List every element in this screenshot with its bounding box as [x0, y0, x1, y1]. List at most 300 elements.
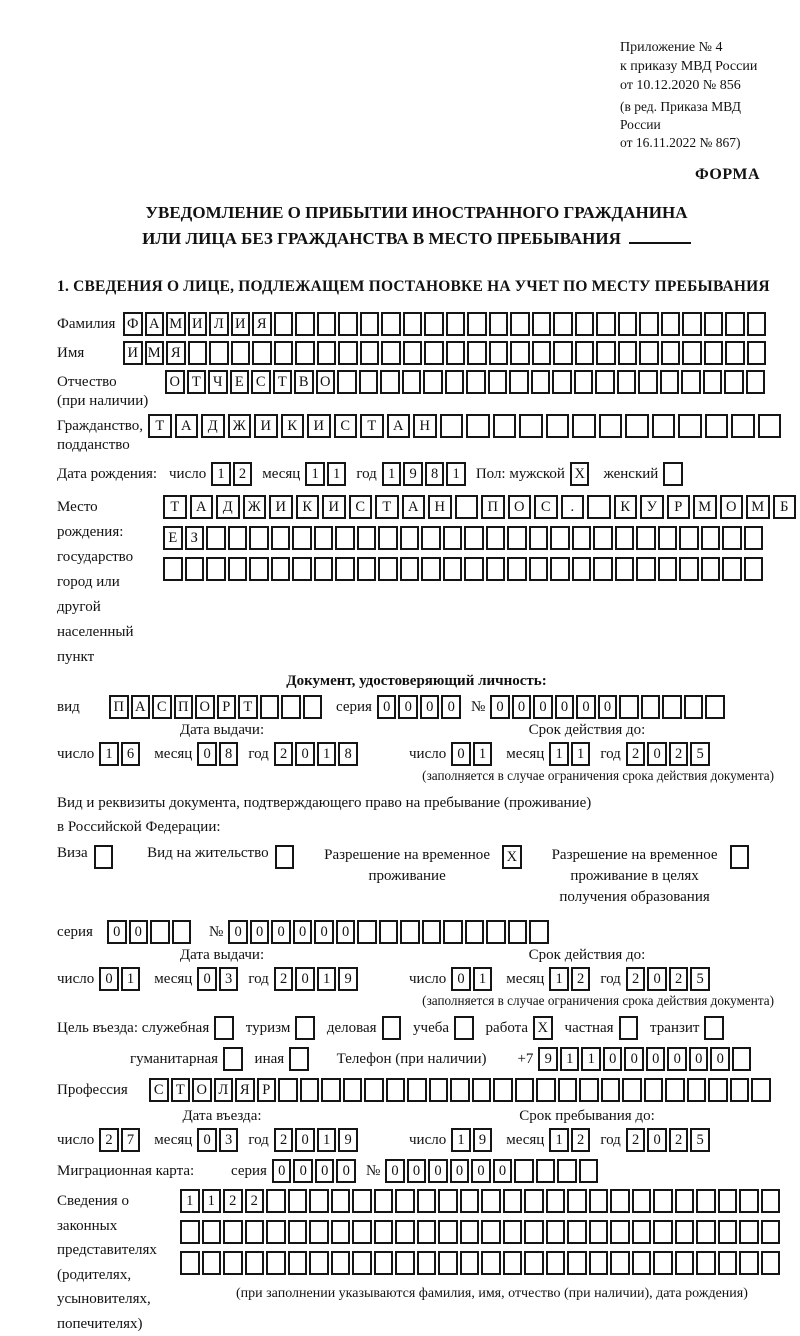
char-cell[interactable]	[245, 1220, 265, 1244]
char-cell[interactable]: 0	[129, 920, 149, 944]
char-cell[interactable]	[481, 1189, 501, 1213]
char-cell[interactable]	[465, 920, 485, 944]
char-cell[interactable]	[481, 1251, 501, 1275]
char-cell[interactable]	[395, 1251, 415, 1275]
char-cell[interactable]: 1	[549, 742, 569, 766]
char-cell[interactable]: С	[534, 495, 558, 519]
char-cell[interactable]	[572, 557, 592, 581]
char-cell[interactable]: 1	[581, 1047, 601, 1071]
char-cell[interactable]: И	[322, 495, 346, 519]
char-cell[interactable]	[701, 557, 721, 581]
char-cell[interactable]	[400, 526, 420, 550]
char-cell[interactable]	[675, 1189, 695, 1213]
char-cell[interactable]	[374, 1189, 394, 1213]
id-number-cells[interactable]	[490, 695, 727, 719]
char-cell[interactable]	[206, 526, 226, 550]
char-cell[interactable]	[658, 526, 678, 550]
char-cell[interactable]	[507, 557, 527, 581]
char-cell[interactable]: 1	[327, 462, 347, 486]
char-cell[interactable]	[761, 1189, 781, 1213]
char-cell[interactable]: 0	[197, 967, 217, 991]
char-cell[interactable]	[758, 414, 782, 438]
char-cell[interactable]	[532, 341, 552, 365]
char-cell[interactable]: 8	[219, 742, 239, 766]
char-cell[interactable]	[550, 526, 570, 550]
char-cell[interactable]	[288, 1220, 308, 1244]
char-cell[interactable]: Д	[216, 495, 240, 519]
char-cell[interactable]	[653, 1220, 673, 1244]
id-valid-year-cells[interactable]	[626, 742, 712, 766]
char-cell[interactable]	[552, 370, 572, 394]
char-cell[interactable]: 2	[99, 1128, 119, 1152]
char-cell[interactable]: 2	[571, 1128, 591, 1152]
id-issue-year-cells[interactable]	[274, 742, 360, 766]
char-cell[interactable]	[524, 1251, 544, 1275]
char-cell[interactable]: 0	[336, 920, 356, 944]
char-cell[interactable]	[249, 557, 269, 581]
char-cell[interactable]: 1	[560, 1047, 580, 1071]
char-cell[interactable]: 0	[385, 1159, 405, 1183]
char-cell[interactable]	[596, 341, 616, 365]
char-cell[interactable]: 0	[710, 1047, 730, 1071]
char-cell[interactable]	[378, 557, 398, 581]
char-cell[interactable]	[360, 312, 380, 336]
checkbox-other[interactable]	[289, 1047, 311, 1071]
char-cell[interactable]: 0	[293, 1159, 313, 1183]
char-cell[interactable]: 0	[689, 1047, 709, 1071]
char-cell[interactable]: 0	[315, 1159, 335, 1183]
char-cell[interactable]: О	[165, 370, 185, 394]
char-cell[interactable]	[209, 341, 229, 365]
char-cell[interactable]: Т	[148, 414, 172, 438]
char-cell[interactable]	[610, 1189, 630, 1213]
birth-place-row2-cells[interactable]	[163, 526, 765, 550]
char-cell[interactable]	[455, 495, 479, 519]
char-cell[interactable]	[619, 695, 639, 719]
birth-day-cells[interactable]	[211, 462, 254, 486]
char-cell[interactable]	[335, 557, 355, 581]
char-cell[interactable]	[704, 312, 724, 336]
char-cell[interactable]	[338, 312, 358, 336]
char-cell[interactable]	[701, 526, 721, 550]
entry-month-cells[interactable]	[197, 1128, 240, 1152]
char-cell[interactable]: И	[269, 495, 293, 519]
char-cell[interactable]: Т	[273, 370, 293, 394]
char-cell[interactable]	[331, 1189, 351, 1213]
char-cell[interactable]: 1	[211, 462, 231, 486]
char-cell[interactable]	[572, 414, 596, 438]
char-cell[interactable]: Л	[214, 1078, 234, 1102]
char-cell[interactable]	[338, 341, 358, 365]
char-cell[interactable]	[493, 414, 517, 438]
char-cell[interactable]	[380, 370, 400, 394]
char-cell[interactable]	[343, 1078, 363, 1102]
char-cell[interactable]: А	[175, 414, 199, 438]
char-cell[interactable]	[550, 557, 570, 581]
char-cell[interactable]: 0	[398, 695, 418, 719]
char-cell[interactable]	[722, 557, 742, 581]
char-cell[interactable]	[266, 1251, 286, 1275]
char-cell[interactable]	[589, 1251, 609, 1275]
char-cell[interactable]	[289, 1047, 309, 1071]
char-cell[interactable]	[357, 557, 377, 581]
char-cell[interactable]	[675, 1251, 695, 1275]
char-cell[interactable]	[632, 1220, 652, 1244]
char-cell[interactable]	[443, 557, 463, 581]
char-cell[interactable]: О	[720, 495, 744, 519]
char-cell[interactable]: А	[387, 414, 411, 438]
stay-year-cells[interactable]	[626, 1128, 712, 1152]
char-cell[interactable]: Н	[428, 495, 452, 519]
char-cell[interactable]: 2	[626, 967, 646, 991]
char-cell[interactable]	[579, 1078, 599, 1102]
char-cell[interactable]	[567, 1220, 587, 1244]
citizenship-cells[interactable]	[148, 414, 784, 438]
char-cell[interactable]	[661, 312, 681, 336]
char-cell[interactable]	[421, 557, 441, 581]
char-cell[interactable]	[622, 1078, 642, 1102]
char-cell[interactable]: Р	[217, 695, 237, 719]
char-cell[interactable]	[524, 1189, 544, 1213]
char-cell[interactable]	[661, 341, 681, 365]
char-cell[interactable]	[519, 414, 543, 438]
char-cell[interactable]	[625, 414, 649, 438]
char-cell[interactable]	[94, 845, 114, 869]
char-cell[interactable]: 0	[295, 742, 315, 766]
char-cell[interactable]: А	[131, 695, 151, 719]
char-cell[interactable]: 2	[669, 1128, 689, 1152]
char-cell[interactable]	[536, 1078, 556, 1102]
char-cell[interactable]: 1	[317, 1128, 337, 1152]
char-cell[interactable]	[460, 1189, 480, 1213]
char-cell[interactable]	[231, 341, 251, 365]
char-cell[interactable]	[271, 557, 291, 581]
char-cell[interactable]	[417, 1220, 437, 1244]
char-cell[interactable]	[593, 557, 613, 581]
char-cell[interactable]	[274, 341, 294, 365]
checkbox-temp-residence-edu[interactable]	[730, 845, 752, 869]
checkbox-study[interactable]	[454, 1016, 476, 1040]
char-cell[interactable]	[610, 1251, 630, 1275]
char-cell[interactable]: 0	[533, 695, 553, 719]
char-cell[interactable]: 0	[667, 1047, 687, 1071]
char-cell[interactable]	[386, 1078, 406, 1102]
char-cell[interactable]	[359, 370, 379, 394]
char-cell[interactable]: 0	[99, 967, 119, 991]
char-cell[interactable]	[278, 1078, 298, 1102]
char-cell[interactable]	[546, 1220, 566, 1244]
char-cell[interactable]	[599, 414, 623, 438]
char-cell[interactable]: 0	[250, 920, 270, 944]
char-cell[interactable]	[266, 1189, 286, 1213]
char-cell[interactable]	[732, 1047, 752, 1071]
checkbox-work[interactable]	[533, 1016, 555, 1040]
char-cell[interactable]	[730, 845, 750, 869]
char-cell[interactable]	[632, 1251, 652, 1275]
char-cell[interactable]: Ч	[208, 370, 228, 394]
char-cell[interactable]	[718, 1251, 738, 1275]
checkbox-official[interactable]	[214, 1016, 236, 1040]
char-cell[interactable]: 1	[180, 1189, 200, 1213]
char-cell[interactable]	[382, 1016, 402, 1040]
char-cell[interactable]: К	[296, 495, 320, 519]
char-cell[interactable]	[652, 414, 676, 438]
char-cell[interactable]	[438, 1189, 458, 1213]
char-cell[interactable]: Р	[257, 1078, 277, 1102]
char-cell[interactable]	[400, 920, 420, 944]
char-cell[interactable]: 5	[690, 1128, 710, 1152]
char-cell[interactable]: 0	[197, 1128, 217, 1152]
char-cell[interactable]	[202, 1220, 222, 1244]
char-cell[interactable]	[450, 1078, 470, 1102]
char-cell[interactable]	[596, 312, 616, 336]
char-cell[interactable]: 9	[403, 462, 423, 486]
char-cell[interactable]	[295, 341, 315, 365]
char-cell[interactable]	[615, 526, 635, 550]
legal-reps-row1-cells[interactable]	[180, 1189, 782, 1213]
char-cell[interactable]	[202, 1251, 222, 1275]
char-cell[interactable]	[460, 1251, 480, 1275]
char-cell[interactable]	[575, 312, 595, 336]
char-cell[interactable]: .	[561, 495, 585, 519]
checkbox-temp-residence[interactable]	[502, 845, 524, 869]
char-cell[interactable]: 1	[473, 742, 493, 766]
char-cell[interactable]	[403, 341, 423, 365]
char-cell[interactable]	[275, 845, 295, 869]
char-cell[interactable]: 0	[272, 1159, 292, 1183]
char-cell[interactable]	[321, 1078, 341, 1102]
char-cell[interactable]	[185, 557, 205, 581]
char-cell[interactable]	[731, 414, 755, 438]
char-cell[interactable]	[601, 1078, 621, 1102]
char-cell[interactable]: 0	[451, 742, 471, 766]
char-cell[interactable]	[696, 1220, 716, 1244]
char-cell[interactable]: 1	[317, 967, 337, 991]
char-cell[interactable]	[489, 341, 509, 365]
char-cell[interactable]	[662, 695, 682, 719]
char-cell[interactable]: 9	[538, 1047, 558, 1071]
char-cell[interactable]	[546, 1251, 566, 1275]
char-cell[interactable]	[744, 557, 764, 581]
char-cell[interactable]	[546, 414, 570, 438]
char-cell[interactable]: X	[570, 462, 590, 486]
char-cell[interactable]	[440, 414, 464, 438]
legal-reps-row2-cells[interactable]	[180, 1220, 782, 1244]
char-cell[interactable]: 3	[219, 967, 239, 991]
char-cell[interactable]	[223, 1047, 243, 1071]
char-cell[interactable]: П	[174, 695, 194, 719]
char-cell[interactable]	[589, 1220, 609, 1244]
checkbox-visa[interactable]	[94, 845, 116, 869]
char-cell[interactable]	[467, 312, 487, 336]
char-cell[interactable]: В	[294, 370, 314, 394]
char-cell[interactable]	[675, 1220, 695, 1244]
char-cell[interactable]	[617, 370, 637, 394]
char-cell[interactable]	[678, 414, 702, 438]
char-cell[interactable]: К	[281, 414, 305, 438]
char-cell[interactable]: 1	[99, 742, 119, 766]
char-cell[interactable]: Д	[201, 414, 225, 438]
char-cell[interactable]	[374, 1251, 394, 1275]
char-cell[interactable]: М	[166, 312, 186, 336]
char-cell[interactable]	[445, 370, 465, 394]
char-cell[interactable]: С	[251, 370, 271, 394]
char-cell[interactable]	[446, 341, 466, 365]
char-cell[interactable]	[438, 1220, 458, 1244]
char-cell[interactable]	[531, 370, 551, 394]
char-cell[interactable]	[509, 370, 529, 394]
char-cell[interactable]	[567, 1189, 587, 1213]
checkbox-transit[interactable]	[704, 1016, 726, 1040]
char-cell[interactable]: 0	[420, 695, 440, 719]
char-cell[interactable]	[639, 312, 659, 336]
char-cell[interactable]	[206, 557, 226, 581]
char-cell[interactable]	[725, 341, 745, 365]
char-cell[interactable]	[503, 1220, 523, 1244]
char-cell[interactable]	[641, 695, 661, 719]
char-cell[interactable]: Ж	[243, 495, 267, 519]
char-cell[interactable]: Р	[667, 495, 691, 519]
char-cell[interactable]	[417, 1189, 437, 1213]
char-cell[interactable]: 2	[274, 742, 294, 766]
char-cell[interactable]: А	[402, 495, 426, 519]
char-cell[interactable]	[718, 1220, 738, 1244]
char-cell[interactable]: 9	[473, 1128, 493, 1152]
char-cell[interactable]	[739, 1251, 759, 1275]
char-cell[interactable]	[180, 1220, 200, 1244]
char-cell[interactable]	[292, 557, 312, 581]
char-cell[interactable]: 8	[338, 742, 358, 766]
char-cell[interactable]: 9	[338, 967, 358, 991]
given-name-cells[interactable]	[123, 341, 768, 365]
id-series-cells[interactable]	[377, 695, 463, 719]
res-issue-year-cells[interactable]	[274, 967, 360, 991]
char-cell[interactable]: М	[145, 341, 165, 365]
char-cell[interactable]: 0	[598, 695, 618, 719]
surname-cells[interactable]	[123, 312, 768, 336]
char-cell[interactable]: 3	[219, 1128, 239, 1152]
char-cell[interactable]	[357, 920, 377, 944]
char-cell[interactable]: 2	[626, 742, 646, 766]
char-cell[interactable]	[180, 1251, 200, 1275]
patronymic-cells[interactable]	[165, 370, 767, 394]
char-cell[interactable]	[682, 341, 702, 365]
char-cell[interactable]: X	[502, 845, 522, 869]
char-cell[interactable]	[658, 557, 678, 581]
char-cell[interactable]	[317, 312, 337, 336]
char-cell[interactable]	[472, 1078, 492, 1102]
char-cell[interactable]	[381, 312, 401, 336]
char-cell[interactable]: О	[316, 370, 336, 394]
char-cell[interactable]: С	[334, 414, 358, 438]
char-cell[interactable]: 6	[121, 742, 141, 766]
char-cell[interactable]	[288, 1251, 308, 1275]
char-cell[interactable]	[553, 312, 573, 336]
char-cell[interactable]: Ж	[228, 414, 252, 438]
char-cell[interactable]	[724, 370, 744, 394]
char-cell[interactable]: Т	[171, 1078, 191, 1102]
char-cell[interactable]: 1	[317, 742, 337, 766]
char-cell[interactable]	[489, 312, 509, 336]
char-cell[interactable]	[529, 920, 549, 944]
char-cell[interactable]: 0	[647, 1128, 667, 1152]
stay-day-cells[interactable]	[451, 1128, 494, 1152]
char-cell[interactable]: Ф	[123, 312, 143, 336]
id-valid-day-cells[interactable]	[451, 742, 494, 766]
char-cell[interactable]: 0	[293, 920, 313, 944]
char-cell[interactable]	[331, 1220, 351, 1244]
char-cell[interactable]: Т	[163, 495, 187, 519]
char-cell[interactable]	[249, 526, 269, 550]
char-cell[interactable]: К	[614, 495, 638, 519]
char-cell[interactable]	[337, 370, 357, 394]
char-cell[interactable]	[696, 1251, 716, 1275]
checkbox-business[interactable]	[382, 1016, 404, 1040]
char-cell[interactable]	[300, 1078, 320, 1102]
char-cell[interactable]: 2	[223, 1189, 243, 1213]
char-cell[interactable]	[524, 1220, 544, 1244]
char-cell[interactable]	[593, 526, 613, 550]
char-cell[interactable]	[228, 557, 248, 581]
char-cell[interactable]	[744, 526, 764, 550]
char-cell[interactable]	[705, 414, 729, 438]
char-cell[interactable]	[682, 312, 702, 336]
char-cell[interactable]	[214, 1016, 234, 1040]
char-cell[interactable]	[546, 1189, 566, 1213]
char-cell[interactable]: 1	[451, 1128, 471, 1152]
char-cell[interactable]	[403, 312, 423, 336]
res-series-cells[interactable]	[107, 920, 193, 944]
char-cell[interactable]: 2	[626, 1128, 646, 1152]
char-cell[interactable]	[417, 1251, 437, 1275]
char-cell[interactable]: 2	[274, 967, 294, 991]
char-cell[interactable]: 1	[549, 967, 569, 991]
char-cell[interactable]	[708, 1078, 728, 1102]
char-cell[interactable]: 2	[571, 967, 591, 991]
char-cell[interactable]	[309, 1189, 329, 1213]
char-cell[interactable]	[422, 920, 442, 944]
char-cell[interactable]: 1	[202, 1189, 222, 1213]
char-cell[interactable]	[335, 526, 355, 550]
char-cell[interactable]: 1	[549, 1128, 569, 1152]
char-cell[interactable]: П	[109, 695, 129, 719]
char-cell[interactable]	[188, 341, 208, 365]
char-cell[interactable]	[679, 526, 699, 550]
char-cell[interactable]	[618, 312, 638, 336]
profession-cells[interactable]	[149, 1078, 773, 1102]
char-cell[interactable]	[228, 526, 248, 550]
char-cell[interactable]: М	[746, 495, 770, 519]
entry-year-cells[interactable]	[274, 1128, 360, 1152]
id-issue-day-cells[interactable]	[99, 742, 142, 766]
char-cell[interactable]	[423, 370, 443, 394]
char-cell[interactable]	[352, 1189, 372, 1213]
char-cell[interactable]: 0	[271, 920, 291, 944]
char-cell[interactable]	[595, 370, 615, 394]
char-cell[interactable]: 1	[446, 462, 466, 486]
char-cell[interactable]	[295, 312, 315, 336]
char-cell[interactable]	[532, 312, 552, 336]
char-cell[interactable]: 2	[245, 1189, 265, 1213]
char-cell[interactable]	[274, 312, 294, 336]
char-cell[interactable]	[378, 526, 398, 550]
char-cell[interactable]	[292, 526, 312, 550]
char-cell[interactable]	[379, 920, 399, 944]
char-cell[interactable]	[488, 370, 508, 394]
char-cell[interactable]	[507, 526, 527, 550]
char-cell[interactable]: 0	[512, 695, 532, 719]
char-cell[interactable]: 5	[690, 967, 710, 991]
